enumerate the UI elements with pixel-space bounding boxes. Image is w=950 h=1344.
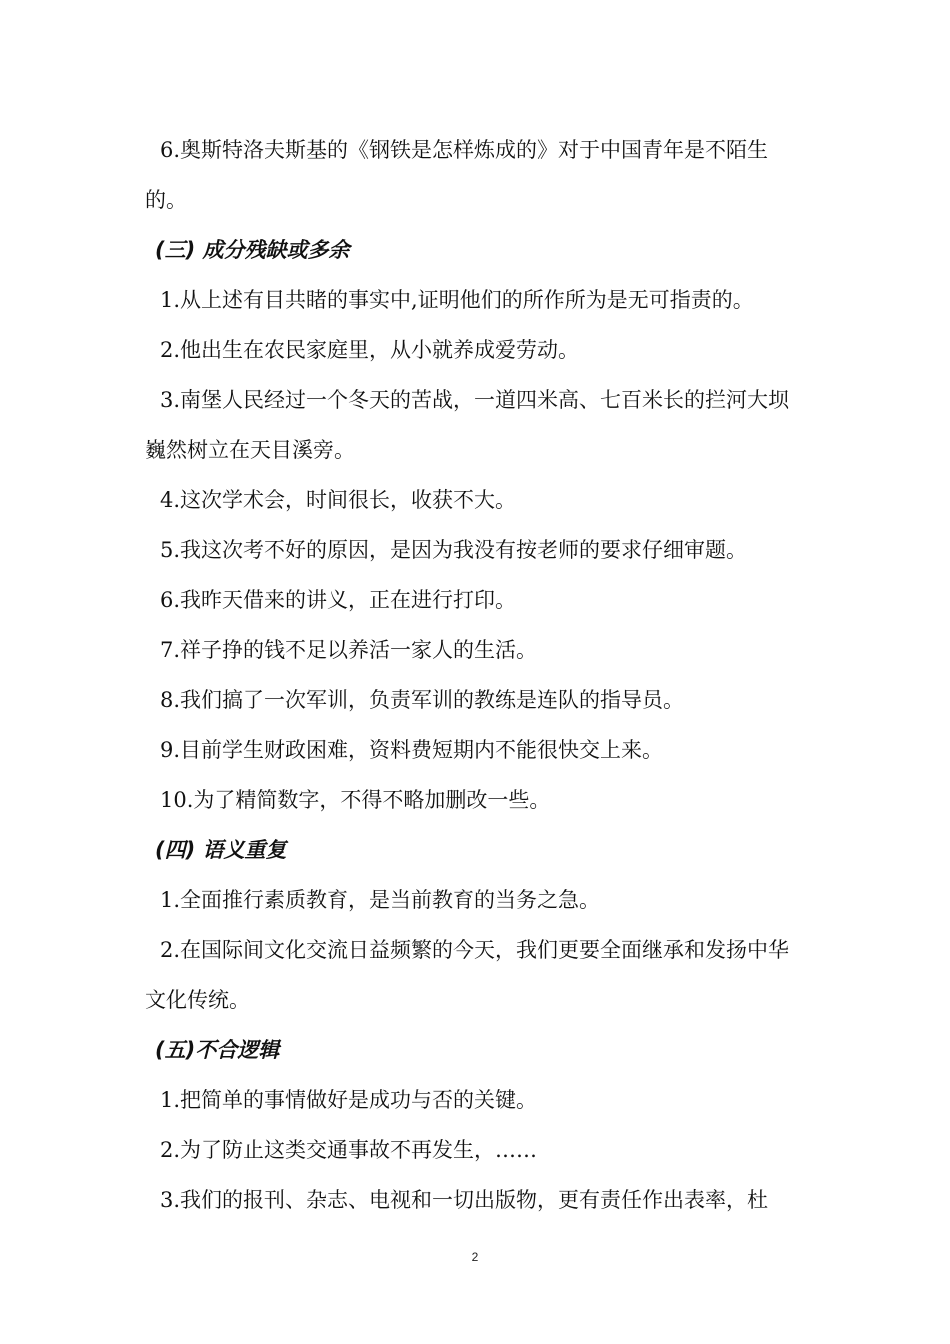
sentence-paragraph: 1.把简单的事情做好是成功与否的关键。 bbox=[160, 1088, 538, 1112]
section-heading: (四) 语义重复 bbox=[155, 838, 287, 862]
section-heading: (三) 成分残缺或多余 bbox=[155, 238, 350, 262]
document-body bbox=[145, 125, 810, 1225]
sentence-paragraph: 1.全面推行素质教育，是当前教育的当务之急。 bbox=[160, 888, 601, 912]
sentence-paragraph: 2.为了防止这类交通事故不再发生，…… bbox=[160, 1138, 538, 1162]
sentence-paragraph: 8.我们搞了一次军训，负责军训的教练是连队的指导员。 bbox=[160, 688, 685, 712]
sentence-paragraph: 6.我昨天借来的讲义，正在进行打印。 bbox=[160, 588, 517, 612]
sentence-paragraph: 5.我这次考不好的原因，是因为我没有按老师的要求仔细审题。 bbox=[160, 538, 748, 562]
sentence-paragraph: 10.为了精简数字，不得不略加删改一些。 bbox=[160, 788, 551, 812]
sentence-paragraph: 3.我们的报刊、杂志、电视和一切出版物，更有责任作出表率，杜 bbox=[160, 1188, 769, 1212]
sentence-paragraph: 3.南堡人民经过一个冬天的苦战，一道四米高、七百米长的拦河大坝巍然树立在天目溪旁。 bbox=[145, 388, 790, 462]
page-number: 2 bbox=[471, 1250, 479, 1264]
sentence-paragraph: 2.他出生在农民家庭里，从小就养成爱劳动。 bbox=[160, 338, 580, 362]
sentence-paragraph: 2.在国际间文化交流日益频繁的今天，我们更要全面继承和发扬中华文化传统。 bbox=[145, 938, 790, 1012]
sentence-paragraph: 1.从上述有目共睹的事实中,证明他们的所作所为是无可指责的。 bbox=[160, 288, 754, 312]
sentence-paragraph: 7.祥子挣的钱不足以养活一家人的生活。 bbox=[160, 638, 538, 662]
sentence-paragraph: 6.奥斯特洛夫斯基的《钢铁是怎样炼成的》对于中国青年是不陌生的。 bbox=[145, 138, 769, 212]
section-heading: (五)不合逻辑 bbox=[155, 1038, 280, 1062]
sentence-paragraph: 9.目前学生财政困难，资料费短期内不能很快交上来。 bbox=[160, 738, 664, 762]
sentence-paragraph: 4.这次学术会，时间很长，收获不大。 bbox=[160, 488, 517, 512]
